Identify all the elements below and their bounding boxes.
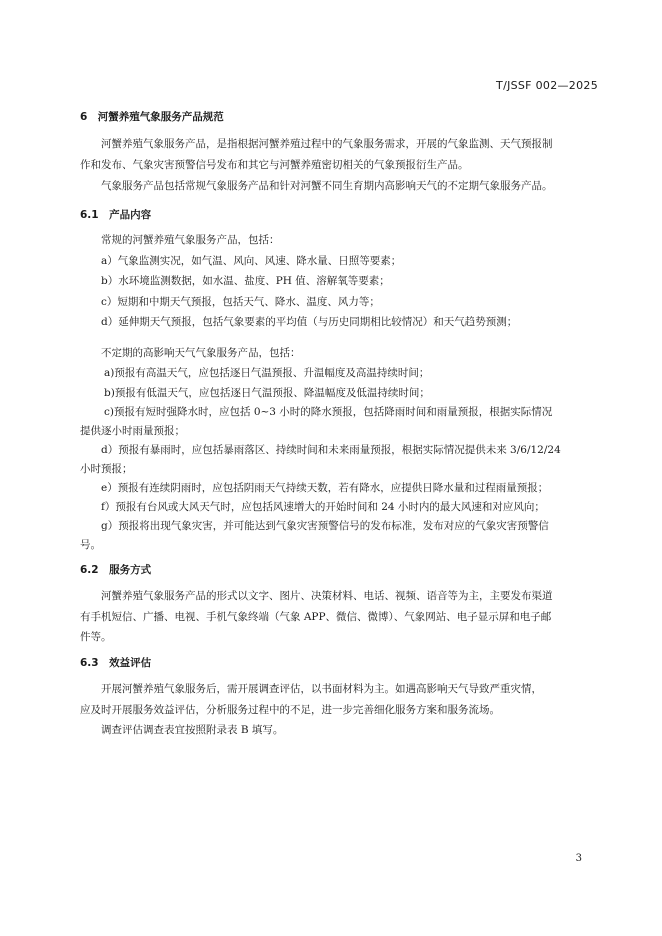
section-6-heading: 6 河蟹养殖气象服务产品规范 [80,111,224,123]
section-6-2-line2: 有手机短信、广播、电视、手机气象终端（气象 APP、微信、微博）、气象网站、电子显示屏和电子邮 [80,611,552,623]
regular-item-a: a）气象监测实况，如气温、风向、风速、降水量、日照等要素； [101,255,402,267]
irregular-item-d-line2: 小时预报； [80,463,133,475]
section-6-2-line1: 河蟹养殖气象服务产品的形式以文字、图片、决策材料、电话、视频、语音等为主，主要发布渠道 [101,590,553,602]
section-6-2-heading: 6.2 服务方式 [80,564,152,576]
section-6-3-line3: 调查评估调查表宜按照附录表 B 填写。 [101,724,284,736]
irregular-item-g-line2: 号。 [80,539,101,551]
irregular-item-c-line2: 提供逐小时雨量预报； [80,425,185,437]
irregular-item-c-line1: c)预报有短时强降水时，应包括 0~3 小时的降水预报，包括降雨时间和雨量预报，根据实际情况 [104,406,553,418]
irregular-item-e: e）预报有连续阴雨时，应包括阴雨天气持续天数，若有降水，应提供日降水量和过程雨量预报； [101,482,549,494]
document-code: T/JSSF 002—2025 [496,79,598,92]
section-6-para2: 气象服务产品包括常规气象服务产品和针对河蟹不同生育期内高影响天气的不定期气象服务产品。 [101,180,553,192]
section-6-1-heading: 6.1 产品内容 [80,209,152,221]
section-6-3-heading: 6.3 效益评估 [80,657,152,669]
section-6-3-line2: 应及时开展服务效益评估，分析服务过程中的不足，进一步完善细化服务方案和服务流场。 [80,704,500,716]
irregular-item-g-line1: g）预报将出现气象灾害，并可能达到气象灾害预警信号的发布标准，发布对应的气象灾害预警信 [101,520,549,532]
section-6-para1-line2: 作和发布、气象灾害预警信号发布和其它与河蟹养殖密切相关的气象预报衍生产品。 [80,159,469,171]
page-number: 3 [575,853,582,864]
irregular-item-b: b)预报有低温天气，应包括逐日气温预报、降温幅度及低温持续时间； [104,387,430,399]
irregular-item-a: a)预报有高温天气，应包括逐日气温预报、升温幅度及高温持续时间； [104,367,430,379]
section-6-para1-line1: 河蟹养殖气象服务产品，是指根据河蟹养殖过程中的气象服务需求，开展的气象监测、天气预报制 [101,138,553,150]
irregular-item-d-line1: d）预报有暴雨时，应包括暴雨落区、持续时间和未来雨量预报，根据实际情况提供未来 3/6/12/24 [101,444,561,456]
regular-item-c: c）短期和中期天气预报，包括天气、降水、温度、风力等； [101,296,380,308]
regular-item-b: b）水环境监测数据，如水温、盐度、PH 值、溶解氧等要素； [101,275,390,287]
section-6-2-line3: 件等。 [80,631,112,643]
section-6-3-line1: 开展河蟹养殖气象服务后，需开展调查评估，以书面材料为主。如遇高影响天气导致严重灾情， [101,683,542,695]
irregular-item-f: f）预报有台风或大风天气时，应包括风速增大的开始时间和 24 小时内的最大风速和对应风向； [101,501,545,513]
irregular-products-intro: 不定期的高影响天气气象服务产品，包括： [101,347,301,359]
regular-products-intro: 常规的河蟹养殖气象服务产品，包括： [101,234,280,246]
regular-item-d: d）延伸期天气预报，包括气象要素的平均值（与历史同期相比较情况）和天气趋势预测； [101,316,518,328]
